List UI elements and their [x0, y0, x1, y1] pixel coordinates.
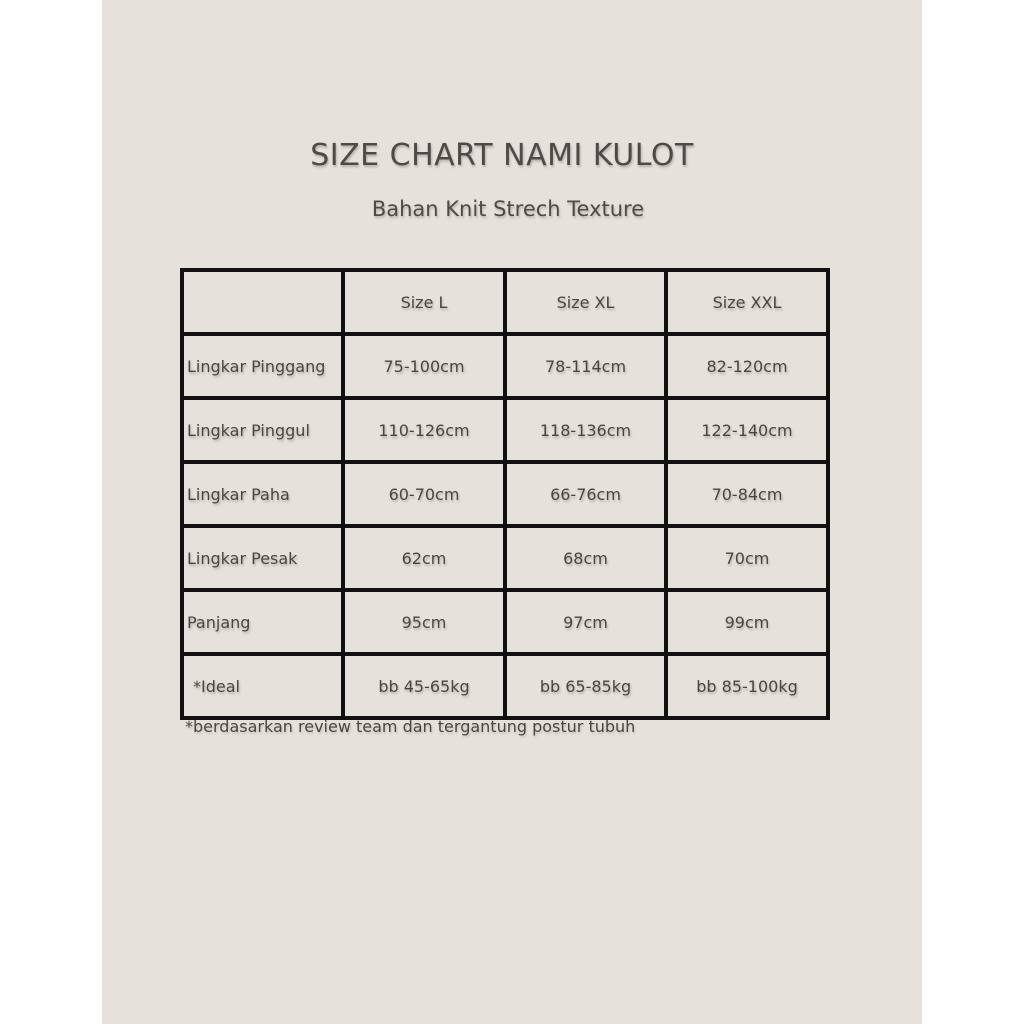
row-label: Panjang — [182, 590, 343, 654]
table-cell: bb 65-85kg — [505, 654, 666, 718]
table-cell: 60-70cm — [343, 462, 505, 526]
row-label: Lingkar Pinggang — [182, 334, 343, 398]
footnote: *berdasarkan review team dan tergantung postur tubuh — [185, 717, 636, 736]
table-cell: 82-120cm — [666, 334, 828, 398]
table-cell: bb 45-65kg — [343, 654, 505, 718]
table-cell: 68cm — [505, 526, 666, 590]
table-cell: 95cm — [343, 590, 505, 654]
page-subtitle: Bahan Knit Strech Texture — [371, 197, 645, 221]
column-header-size-xxl: Size XXL — [666, 270, 828, 334]
table-cell: 97cm — [505, 590, 666, 654]
table-cell: 99cm — [666, 590, 828, 654]
table-cell: 75-100cm — [343, 334, 505, 398]
column-header-size-xl: Size XL — [505, 270, 666, 334]
size-chart-page — [102, 0, 922, 1024]
table-cell: bb 85-100kg — [666, 654, 828, 718]
row-label: *Ideal — [182, 654, 343, 718]
row-label: Lingkar Pinggul — [182, 398, 343, 462]
table-cell: 110-126cm — [343, 398, 505, 462]
table-row — [182, 526, 828, 590]
table-cell: 78-114cm — [505, 334, 666, 398]
table-row — [182, 654, 828, 718]
table-row — [182, 398, 828, 462]
table-corner-cell — [182, 270, 343, 334]
row-label: Lingkar Paha — [182, 462, 343, 526]
column-header-size-l: Size L — [343, 270, 505, 334]
table-cell: 122-140cm — [666, 398, 828, 462]
table-cell: 118-136cm — [505, 398, 666, 462]
row-label: Lingkar Pesak — [182, 526, 343, 590]
table-cell: 70-84cm — [666, 462, 828, 526]
table-row — [182, 334, 828, 398]
size-table — [180, 268, 830, 720]
table-cell: 66-76cm — [505, 462, 666, 526]
table-cell: 70cm — [666, 526, 828, 590]
page-title: SIZE CHART NAMI KULOT — [310, 138, 694, 173]
table-cell: 62cm — [343, 526, 505, 590]
table-row — [182, 590, 828, 654]
table-row — [182, 462, 828, 526]
table-header-row — [182, 270, 828, 334]
